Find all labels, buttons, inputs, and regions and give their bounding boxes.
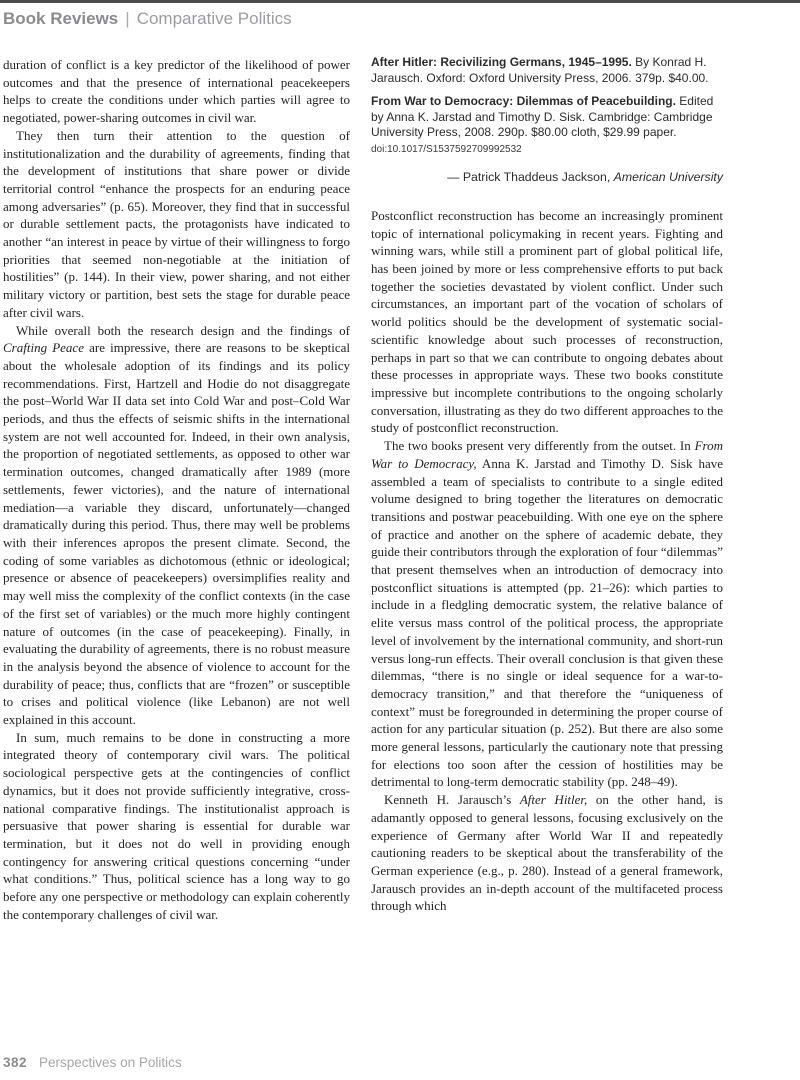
section-title: Book Reviews (3, 9, 119, 28)
book-citation (371, 94, 723, 141)
text-run: The two books present very differently from the outset. In (384, 438, 695, 454)
text-run: duration of conflict is a key predictor of the likelihood of power outcomes and that the presence of international peacekeepers helps to create the conditions under which parties will agree to negotiated, power-sharing outcomes in civil war. (3, 57, 350, 126)
journal-name: Perspectives on Politics (39, 1055, 182, 1070)
page-number: 382 (3, 1055, 28, 1070)
italic-text: Crafting Peace (3, 340, 84, 356)
review-body (371, 207, 723, 915)
doi: doi:10.1017/S1537592709992532 (371, 143, 522, 155)
book-details: By Konrad H. Jarausch. Oxford: Oxford University Press, 2006. 379p. $40.00. (371, 55, 709, 85)
text-run: are impressive, there are reasons to be skeptical about the wholesale adoption of its findings and its policy recommendations. First, Hartzell and Hodie do not disaggregate the post–World War II data set into Cold War and post–Cold War periods, and thus the effects of seismic shifts in the international system are not well accounted for. Indeed, in their own analysis, the proportion of negotiated settlements, as opposed to other war termination outcomes, changed dramatically after 1989 (more settlements, fewer victories), and the nature of international mediation—a variable they discard, unfortunately—changed dramatically during this period. Thus, there may well be problems with their inferences apropos the present climate. Second, the coding of some variables as dichotomous (ethnic or ideological; presence or absence of peacekeepers) oversimplifies reality and may well miss the complexity of the conflict contexts (in the case of the first set of variables) or the much more highly contingent nature of outcomes (in the case of peacekeeping). Finally, in evaluating the durability of agreements, there is no robust measure in the analysis beyond the absence of violence to account for the durability of peace; thus, conflicts that are “frozen” or susceptible to crises and political violence (like Lebanon) are not well explained in this account. (3, 340, 350, 728)
italic-text: American University (613, 169, 723, 184)
right-column (371, 55, 723, 915)
body-paragraph (371, 437, 723, 791)
book-citation (371, 55, 723, 86)
text-run: Anna K. Jarstad and Timothy D. Sisk have assembled a team of specialists to contribute to a single edited volume designed to bring together the literatures on democratic transitions and postwar peacebuilding. With one eye on the sphere of practice and another on the sphere of academic debate, they guide their contributors through the exploration of four “dilemmas” that present themselves when an introduction of democracy into postconflict situations is attempted (pp. 21–26): which parties to include in a fledgling democratic system, the relative balance of elite versus mass control of the political process, the appropriate level of involvement by the international community, and short-run versus long-run effects. Their overall conclusion is that given these dilemmas, “there is no single or ideal sequence for a war-to-democracy transition,” and that therefore the “uniqueness of context” must be foregrounded in determining the proper course of action for any particular situation (p. 252). But there are also some more general lessons, particularly the cautionary note that pressing for elections too soon after the cession of hostilities may be detrimental to long-term democratic stability (pp. 248–49). (371, 455, 723, 790)
body-paragraph (3, 127, 350, 322)
book-title: After Hitler: Recivilizing Germans, 1945–1995. (371, 55, 632, 69)
body-paragraph (371, 207, 723, 437)
citation-block (371, 55, 723, 185)
reviewer-attribution (371, 170, 723, 185)
body-paragraph (3, 729, 350, 924)
running-head (3, 9, 292, 29)
left-column (3, 56, 350, 923)
footer (3, 1055, 182, 1071)
body-paragraph (371, 791, 723, 915)
text-run: In sum, much remains to be done in constructing a more integrated theory of contemporary civil wars. The political sociological perspective gets at the contingencies of conflict dynamics, but it does not provide sufficiently integrative, cross-national comparative findings. The institutionalist approach is persuasive that power sharing is essential for durable war termination, but it does not do well in providing enough contingency for answering critical questions concerning “under what conditions.” Thus, political science has a long way to go before any one perspective or methodology can explain coherently the contemporary challenges of civil war. (3, 729, 350, 922)
section-separator: | (125, 9, 130, 28)
italic-text: From War to Democracy, (371, 438, 723, 471)
body-paragraph (3, 56, 350, 127)
book-details: Edited by Anna K. Jarstad and Timothy D. Sisk. Cambridge: Cambridge University Press, 2008. 290p. $80.00 cloth, $29.99 paper. (371, 94, 714, 140)
subsection-title: Comparative Politics (136, 9, 292, 28)
text-run: While overall both the research design and the findings of (16, 322, 350, 338)
text-run: on the other hand, is adamantly opposed to general lessons, focusing exclusively on the experience of Germany after World War II and repeatedly cautioning readers to be skeptical about the transferability of the German experience (e.g., p. 280). Instead of a general framework, Jarausch provides an in-depth account of the multifaceted process through which (371, 792, 723, 914)
text-run: They then turn their attention to the question of institutionalization and the durability of agreements, finding that the development of institutions that share power or divide territorial control “enhance the prospects for an enduring peace among adversaries” (p. 65). Moreover, they find that in successful or durable settlement pacts, the protagonists have indicated to another “an interest in peace by virtue of their willingness to forgo priorities that seemed non-negotiable at the initiation of hostilities” (p. 144). In their view, power sharing, and not either military victory or partition, best sets the stage for durable peace after civil wars. (3, 127, 350, 320)
book-title: From War to Democracy: Dilemmas of Peacebuilding. (371, 94, 676, 109)
top-rule (0, 0, 800, 3)
text-run: Postconflict reconstruction has become an increasingly prominent topic of international policymaking in recent years. Fighting and winning wars, while still a prominent part of global political life, has been joined by more or less comprehensive efforts to put back together the societies devastated by violent conflict. Under such circumstances, an important part of the vocation of scholars of world politics should be the development of systematic social-scientific knowledge about such processes of reconstruction, perhaps in part so that we can contribute to ongoing debates about these processes in appropriate ways. These two books constitute impressive but incomplete contributions to the ongoing scholarly conversation, illustrating as they do two different approaches to the study of postconflict reconstruction. (371, 207, 723, 436)
text-run: — Patrick Thaddeus Jackson, (447, 169, 614, 184)
italic-text: After Hitler, (519, 792, 588, 808)
body-paragraph (3, 322, 350, 729)
text-run: Kenneth H. Jarausch’s (384, 792, 520, 808)
